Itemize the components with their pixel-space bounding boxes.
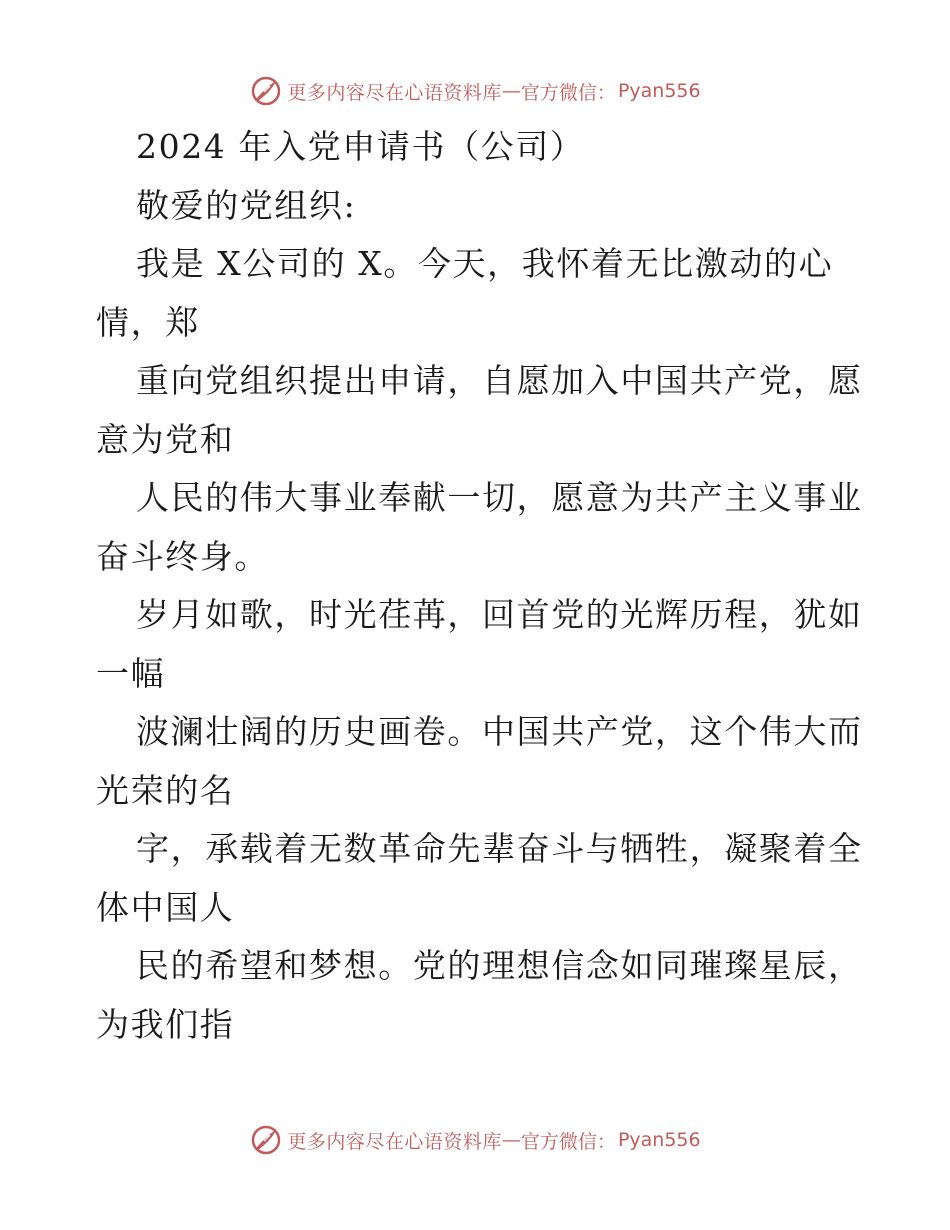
document-body <box>96 118 863 1054</box>
pen-nib-logo-icon <box>249 74 283 108</box>
pen-nib-logo-icon <box>249 1123 283 1157</box>
body-line: 意为党和 <box>96 419 235 459</box>
watermark-wechat-label: 官方微信： <box>520 1130 616 1153</box>
header-watermark <box>0 73 950 109</box>
body-line: 岁月如歌，时光荏苒，回首党的光辉历程，犹如 <box>136 595 863 634</box>
watermark-wechat-label: 官方微信： <box>520 81 616 104</box>
body-line: 波澜壮阔的历史画卷。中国共产党，这个伟大而 <box>136 712 863 751</box>
body-line: 重向党组织提出申请，自愿加入中国共产党，愿 <box>136 361 863 400</box>
watermark-wechat-id: Pyan556 <box>617 1129 701 1151</box>
document-title: 2024 年入党申请书（公司） <box>136 127 585 166</box>
body-line: 体中国人 <box>96 887 235 927</box>
watermark-wechat-id: Pyan556 <box>617 80 701 102</box>
body-line: 我是 X公司的 X。今天，我怀着无比激动的心 <box>136 244 834 283</box>
footer-watermark <box>0 1122 950 1158</box>
body-line: 情，郑 <box>96 302 200 342</box>
body-line: 字，承载着无数革命先辈奋斗与牺牲，凝聚着全 <box>136 829 863 868</box>
body-line: 光荣的名 <box>96 770 235 810</box>
watermark-dash: — <box>501 1129 521 1151</box>
body-line: 奋斗终身。 <box>96 536 269 576</box>
body-line: 民的希望和梦想。党的理想信念如同璀璨星辰， <box>136 946 863 985</box>
body-line: 一幅 <box>96 653 166 693</box>
watermark-text: 更多内容尽在心语资料库 <box>287 81 502 104</box>
watermark-dash: — <box>501 80 521 102</box>
watermark-text: 更多内容尽在心语资料库 <box>287 1130 502 1153</box>
salutation: 敬爱的党组织: <box>136 185 357 225</box>
body-line: 人民的伟大事业奉献一切，愿意为共产主义事业 <box>136 478 863 517</box>
body-line: 为我们指 <box>96 1004 235 1044</box>
